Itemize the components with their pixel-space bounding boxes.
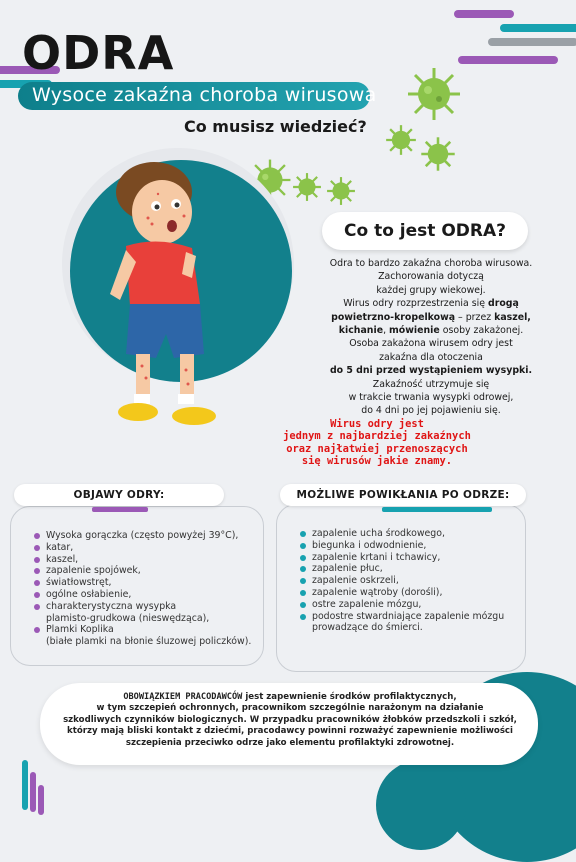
decor-bar: [30, 772, 36, 812]
definition-line: w trakcie trwania wysypki odrowej,: [348, 392, 514, 404]
virus-icon: [420, 136, 456, 172]
list-item: światłowstręt,: [34, 577, 258, 589]
definition-emphasis: kaszel,: [494, 311, 531, 323]
employer-line: jest zapewnienie środków profilaktycznych,: [242, 692, 457, 702]
decor-bar: [382, 507, 492, 512]
question-heading: Co musisz wiedzieć?: [184, 117, 367, 136]
definition-line: – przez: [455, 311, 495, 323]
sick-boy-illustration: [96, 154, 226, 434]
list-item: charakterystyczna wysypka plamisto-grudkowa (nieswędząca),: [34, 601, 258, 625]
definition-line: Wirus odry rozprzestrzenia się: [343, 298, 488, 310]
definition-text: [304, 257, 558, 418]
employer-line: którzy mają bliski kontakt z dziećmi, pracodawcy powinni rozważyć zapewnienie możliwości: [67, 726, 513, 737]
definition-emphasis: mówienie: [389, 325, 440, 337]
virus-icon: [385, 124, 417, 156]
list-item: zapalenie płuc,: [300, 563, 522, 575]
definition-line: Zakaźność utrzymuje się: [372, 378, 490, 390]
definition-emphasis: drogą: [488, 298, 519, 310]
virus-icon: [406, 66, 462, 122]
list-item: ogólne osłabienie,: [34, 589, 258, 601]
definition-emphasis: do 5 dni przed wystąpieniem wysypki.: [329, 365, 533, 377]
definition-line: do 4 dni po jej pojawieniu się.: [361, 405, 501, 417]
definition-line: ,: [383, 325, 390, 337]
definition-emphasis: powietrzno-kropelkową: [331, 311, 456, 323]
warning-line: jednym z najbardziej zakaźnych: [283, 430, 471, 443]
definition-line: Zachorowania dotyczą: [378, 271, 484, 283]
definition-line: osoby zakażonej.: [439, 325, 524, 337]
employer-line: w tym szczepień ochronnych, pracownikom szczególnie narażonym na działanie: [96, 703, 484, 714]
warning-line: oraz najłatwiej przenoszących: [286, 442, 468, 455]
decor-line: [488, 38, 576, 46]
decor-line: [454, 10, 514, 18]
list-item: zapalenie oskrzeli,: [300, 575, 522, 587]
decor-line: [500, 24, 576, 32]
list-item: Plamki Koplika (białe plamki na błonie śluzowej policzków).: [34, 624, 258, 648]
employer-text: [60, 692, 520, 749]
page-subtitle: Wysoce zakaźna choroba wirusowa: [32, 84, 377, 106]
definition-line: Osoba zakażona wirusem odry jest: [349, 338, 513, 350]
decor-bar: [92, 507, 148, 512]
definition-heading: Co to jest ODRA?: [322, 212, 528, 250]
complications-heading: MOŻLIWE POWIKŁANIA PO ODRZE:: [280, 484, 526, 506]
employer-lead: OBOWIĄZKIEM PRACODAWCÓW: [123, 692, 243, 702]
decor-line: [458, 56, 558, 64]
warning-text: [262, 418, 492, 468]
virus-icon: [292, 172, 322, 202]
symptoms-list: [34, 530, 258, 648]
list-item: biegunka i odwodnienie,: [300, 540, 522, 552]
definition-line: każdej grupy wiekowej.: [376, 284, 486, 296]
list-item: podostre stwardniające zapalenie mózgu prowadzące do śmierci.: [300, 611, 522, 635]
list-item: ostre zapalenie mózgu,: [300, 599, 522, 611]
decor-bar: [38, 785, 44, 815]
decor-bar: [22, 760, 28, 810]
list-item: zapalenie wątroby (dorośli),: [300, 587, 522, 599]
complications-list: [300, 528, 522, 634]
decor-circle: [376, 760, 466, 850]
definition-line: zakaźna dla otoczenia: [379, 351, 483, 363]
symptoms-heading: OBJAWY ODRY:: [14, 484, 224, 506]
list-item: zapalenie spojówek,: [34, 565, 258, 577]
definition-line: Odra to bardzo zakaźna choroba wirusowa.: [329, 258, 533, 269]
warning-line: się wirusów jakie znamy.: [301, 455, 453, 468]
list-item: Wysoka gorączka (często powyżej 39°C),: [34, 530, 258, 542]
list-item: zapalenie krtani i tchawicy,: [300, 552, 522, 564]
list-item: kaszel,: [34, 554, 258, 566]
warning-line: Wirus odry jest: [330, 418, 424, 430]
list-item: zapalenie ucha środkowego,: [300, 528, 522, 540]
employer-line: szczepienia przeciwko odrze jako elementu profilaktyki zdrowotnej.: [125, 737, 455, 748]
virus-icon: [326, 176, 356, 206]
page-title: ODRA: [22, 26, 175, 80]
list-item: katar,: [34, 542, 258, 554]
employer-line: szkodliwych czynników biologicznych. W przypadku pracowników żłobków przedszkoli i szkół,: [63, 714, 517, 725]
definition-emphasis: kichanie: [338, 325, 384, 337]
